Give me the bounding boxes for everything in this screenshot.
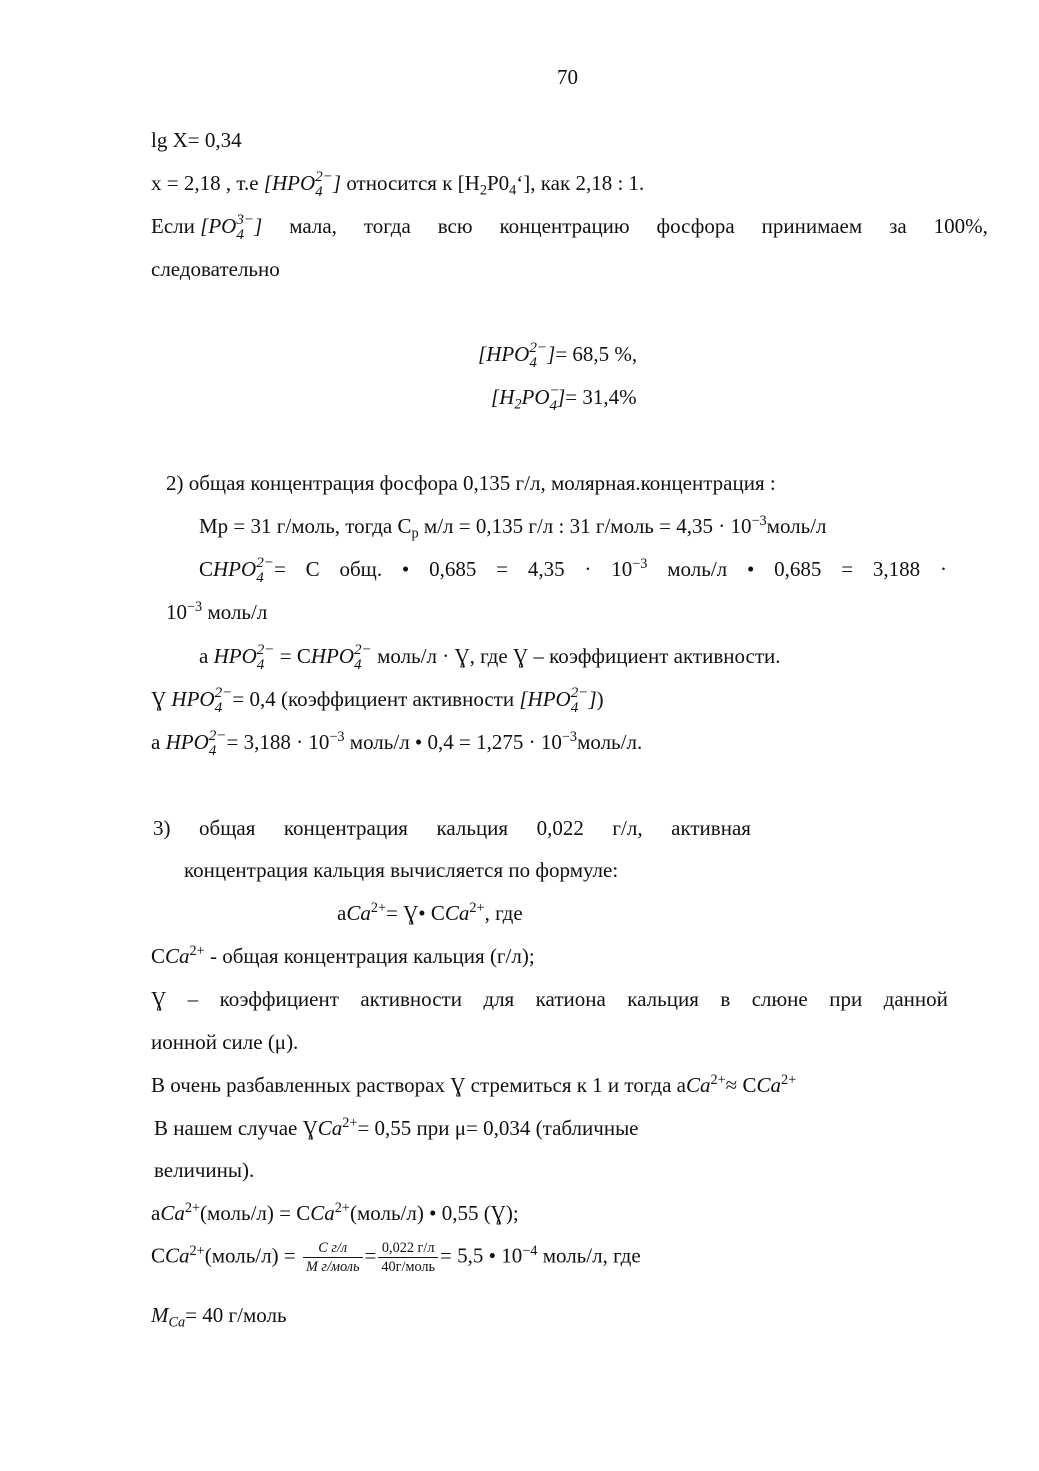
text-line: а HPO 2− 4 = CHPO 2− 4 моль/л · Ɣ, где Ɣ – коэффициент активности. bbox=[199, 641, 781, 674]
formula-line: [HPO 2− 4 ]= 68,5 %, bbox=[478, 339, 638, 372]
text-line: Mр = 31 г/моль, тогда $С_р$ м/л = 0,135 г/л : 31 г/моль = $4,35 \cdot 10^{-3}моль/л$ bbox=[199, 513, 827, 542]
text-line: ионной силе (μ). bbox=[151, 1030, 299, 1054]
text-line: а HPO 2− 4 = $3,188 \cdot 10^{-3}$ моль/л • $0,4 = 1,275 \cdot 10^{-3}моль/л$. bbox=[151, 727, 643, 760]
text-line: CCa$^{2+}$ - общая концентрация кальция (г/л); bbox=[151, 943, 535, 968]
text-line: концентрация кальция вычисляется по формуле: bbox=[184, 858, 619, 882]
text-line-justified: Если [PO 3− 4 ] мала, тогда всю концентрацию фосфора принимаем за 100%, bbox=[151, 211, 988, 244]
text-line: В нашем случае ƔCa$^{2+}$= 0,55 при μ= 0,034 (табличные bbox=[154, 1115, 639, 1140]
text-line: аCa$^{2+}$(моль/л) = CCa$^{2+}$(моль/л) • 0,55 (Ɣ); bbox=[151, 1200, 519, 1225]
text-line: В очень разбавленных растворах Ɣ стремиться к 1 и тогда аCa$^{2+}$≈ CCa$^{2+}$ bbox=[151, 1072, 797, 1097]
fraction: $\frac{0,022 г/л}{\text{40г/моль}}$ bbox=[378, 1240, 438, 1276]
text-line: величины). bbox=[154, 1158, 255, 1182]
text-line: 2) общая концентрация фосфора 0,135 г/л, молярная.концентрация : bbox=[166, 471, 776, 495]
text-line: lg X= 0,34 bbox=[151, 128, 242, 152]
text-line-justified: CHPO 2− 4 = С общ. • 0,685 = 4,35 · $10^{-3}$ моль/л • 0,685 = 3,188 · bbox=[199, 554, 947, 587]
formula-line: CCa$^{2+}$(моль/л) = $\frac{\text{С г/л}}{\text{М г/моль}}$ = $\frac{0,022 г/л}{\text{40г/моль}}$ = 5,5 • $10^{-4}$ моль/л, где bbox=[151, 1240, 641, 1276]
text-line: Ɣ HPO 2− 4 = 0,4 (коэффициент активности [HPO 2− 4 ]) bbox=[151, 684, 604, 717]
text-line: $М_{Ca}= 40$ г/моль bbox=[151, 1303, 287, 1331]
text-line-justified: 3) общая концентрация кальция 0,022 г/л, активная bbox=[153, 816, 751, 840]
formula-line: [$H_2PO$ − 4 ]= 31,4% bbox=[491, 382, 637, 415]
text-line-justified: Ɣ – коэффициент активности для катиона кальция в слюне при данной bbox=[151, 987, 948, 1011]
formula-line: аCa$^{2+}$= Ɣ• CCa$^{2+}$, где bbox=[337, 900, 523, 925]
text-line: $10^{-3}$ моль/л bbox=[166, 599, 268, 624]
text-line: следовательно bbox=[151, 257, 280, 281]
text-line: х = 2,18 , т.е [HPO 2− 4 ] относится к $[H_2P0_4‘]$, как 2,18 : 1. bbox=[151, 168, 645, 201]
fraction: $\frac{\text{С г/л}}{\text{М г/моль}}$ bbox=[303, 1240, 363, 1276]
page-number: 70 bbox=[557, 65, 578, 89]
